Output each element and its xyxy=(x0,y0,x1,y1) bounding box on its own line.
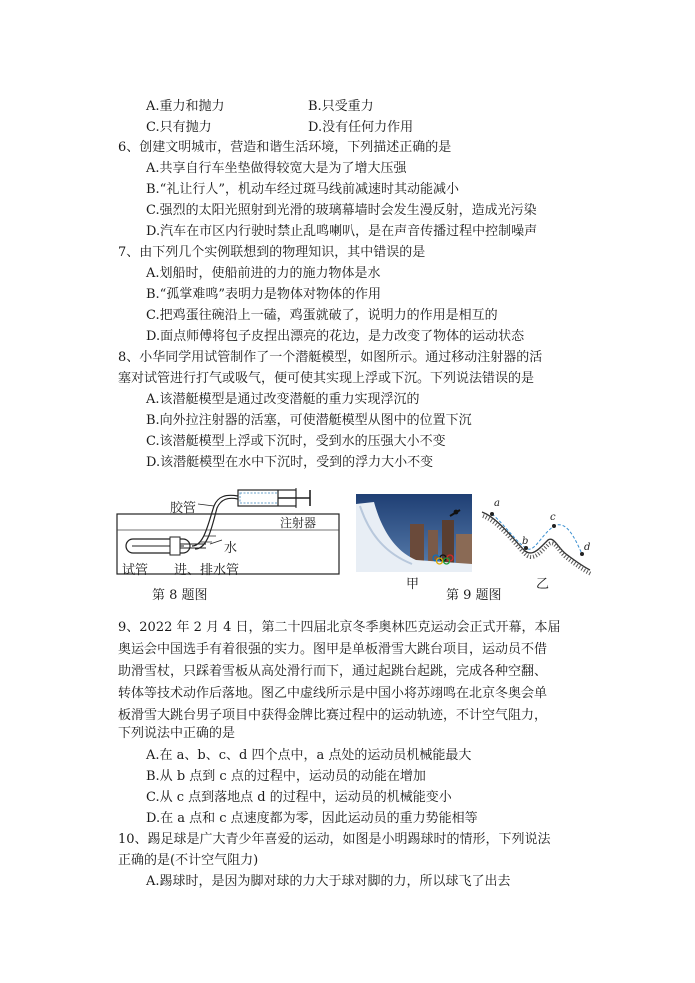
q8-option-d: D.该潜艇模型在水中下沉时，受到的浮力大小不变 xyxy=(146,455,434,470)
fig8-label-test-tube: 试管 xyxy=(122,563,149,578)
fig9-label-jia: 甲 xyxy=(406,577,420,592)
q7-option-a: A.划船时，使船前进的力的施力物体是水 xyxy=(146,266,381,281)
q5-option-b: B.只受重力 xyxy=(308,99,374,114)
fig8-label-water: 水 xyxy=(224,541,238,556)
q9-option-c: C.从 c 点到落地点 d 的过程中，运动员的机械能变小 xyxy=(146,790,452,805)
q6-option-b: B.“礼让行人”，机动车经过斑马线前减速时其动能减小 xyxy=(146,182,459,197)
q9-stem-line-5: 板滑雪大跳台男子项目中获得金牌比赛过程中的运动轨迹，不计空气阻力， xyxy=(118,708,548,723)
q6-option-a: A.共享自行车坐垫做得较宽大是为了增大压强 xyxy=(146,161,407,176)
figure-9-jia-photo xyxy=(356,494,472,572)
q5-option-d: D.没有任何力作用 xyxy=(308,120,414,135)
q10-stem-line-2: 正确的是(不计空气阻力) xyxy=(118,853,259,868)
q8-option-b: B.向外拉注射器的活塞，可使潜艇模型从图中的位置下沉 xyxy=(146,413,472,428)
fig9-point-a: a xyxy=(494,498,500,509)
fig8-caption: 第 8 题图 xyxy=(152,588,208,603)
q9-option-b: B.从 b 点到 c 点的过程中，运动员的动能在增加 xyxy=(146,769,426,784)
q9-stem-line-3: 助滑雪杖，只踩着雪板从高处滑行而下，通过起跳台起跳，完成各种空翻、 xyxy=(118,664,548,679)
q9-option-a: A.在 a、b、c、d 四个点中，a 点处的运动员机械能最大 xyxy=(146,748,472,763)
q8-option-c: C.该潜艇模型上浮或下沉时，受到水的压强大小不变 xyxy=(146,434,446,449)
q6-option-d: D.汽车在市区内行驶时禁止乱鸣喇叭，是在声音传播过程中控制噪声 xyxy=(146,224,538,239)
q6-option-c: C.强烈的太阳光照射到光滑的玻璃幕墙时会发生漫反射，造成光污染 xyxy=(146,203,537,218)
q8-option-a: A.该潜艇模型是通过改变潜艇的重力实现浮沉的 xyxy=(146,392,420,407)
fig8-label-tube: 胶管 xyxy=(170,501,197,516)
fig9-point-b: b xyxy=(522,536,529,547)
q9-option-d: D.在 a 点和 c 点速度都为零，因此运动员的重力势能相等 xyxy=(146,811,478,826)
q6-stem: 6、创建文明城市，营造和谐生活环境，下列描述正确的是 xyxy=(118,140,452,155)
q8-stem-line-2: 塞对试管进行打气或吸气，便可使其实现上浮或下沉。下列说法错误的是 xyxy=(118,371,535,386)
q7-stem: 7、由下列几个实例联想到的物理知识，其中错误的是 xyxy=(118,245,426,260)
q9-stem-line-2: 奥运会中国选手有着很强的实力。图甲是单板滑雪大跳台项目，运动员不借 xyxy=(118,642,548,657)
fig8-label-syringe: 注射器 xyxy=(280,516,317,530)
q10-stem-line-1: 10、踢足球是广大青少年喜爱的运动，如图是小明踢球时的情形，下列说法 xyxy=(118,832,551,847)
fig9-caption: 第 9 题图 xyxy=(446,588,502,603)
q7-option-b: B.“孤掌难鸣”表明力是物体对物体的作用 xyxy=(146,287,381,302)
q9-stem-line-6: 下列说法中正确的是 xyxy=(118,726,236,741)
figure-9-yi-trajectory xyxy=(478,496,594,580)
q9-stem-line-1: 9、2022 年 2 月 4 日，第二十四届北京冬季奥林匹克运动会正式开幕，本届 xyxy=(118,620,561,635)
q7-option-c: C.把鸡蛋往碗沿上一磕，鸡蛋就破了，说明力的作用是相互的 xyxy=(146,308,498,323)
q7-option-d: D.面点师傅将包子皮捏出漂亮的花边，是力改变了物体的运动状态 xyxy=(146,329,525,344)
fig9-label-yi: 乙 xyxy=(536,577,550,592)
fig8-label-pipe: 进、排水管 xyxy=(174,563,240,578)
fig9-point-d: d xyxy=(584,542,591,553)
q10-option-a: A.踢球时，是因为脚对球的力大于球对脚的力，所以球飞了出去 xyxy=(146,874,511,889)
q5-option-c: C.只有抛力 xyxy=(146,120,212,135)
q5-option-a: A.重力和抛力 xyxy=(146,99,225,114)
fig9-point-c: c xyxy=(550,512,556,523)
q9-stem-line-4: 转体等技术动作后落地。图乙中虚线所示是中国小将苏翊鸣在北京冬奥会单 xyxy=(118,686,548,701)
q8-stem-line-1: 8、小华同学用试管制作了一个潜艇模型，如图所示。通过移动注射器的活 xyxy=(118,350,543,365)
